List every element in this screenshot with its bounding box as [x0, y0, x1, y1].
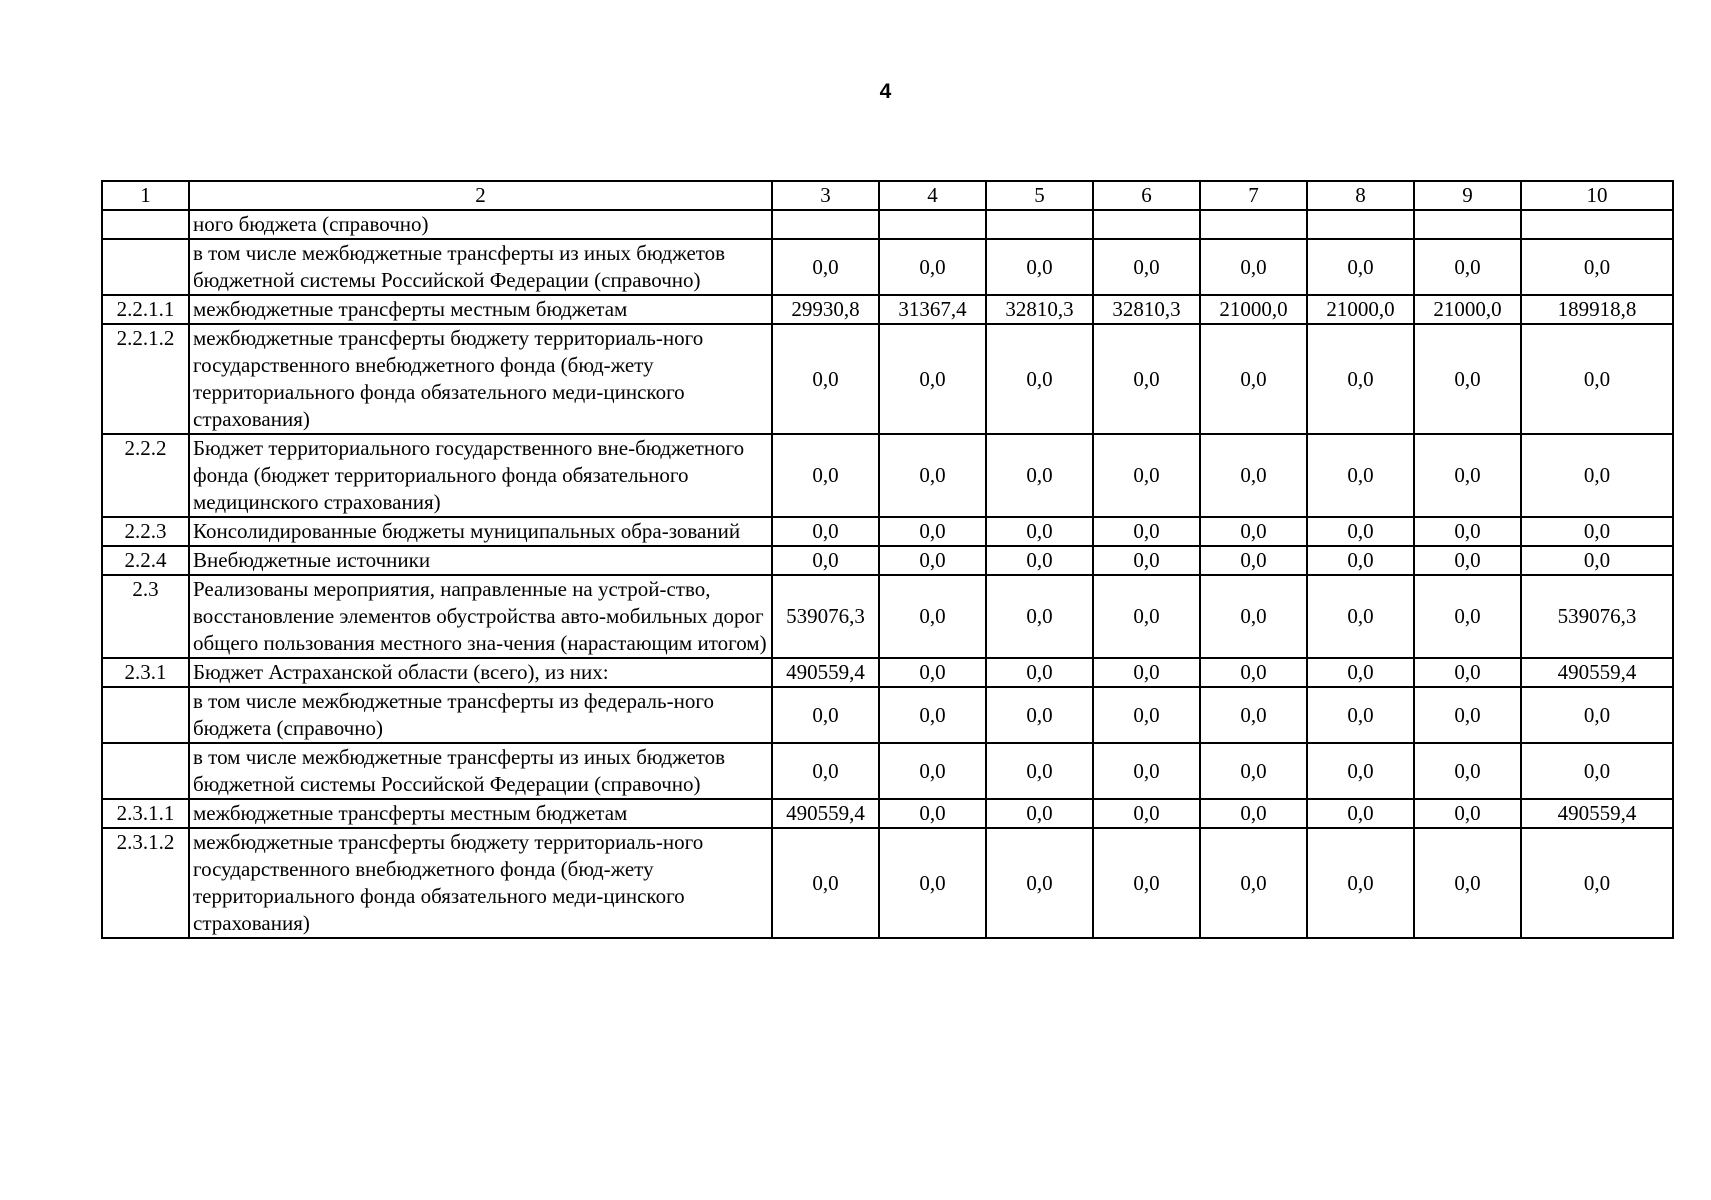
value-cell-col-7: 0,0 [1200, 687, 1307, 743]
value-cell-col-9: 0,0 [1414, 687, 1521, 743]
row-code [102, 239, 189, 295]
value-cell-col-3: 0,0 [772, 434, 879, 517]
row-code: 2.2.2 [102, 434, 189, 517]
header-row [102, 181, 1673, 210]
value-cell-col-5: 0,0 [986, 239, 1093, 295]
value-cell-col-9: 0,0 [1414, 324, 1521, 434]
value-cell-col-5: 0,0 [986, 743, 1093, 799]
header-cell: 2 [189, 181, 772, 210]
value-cell-col-7: 0,0 [1200, 828, 1307, 938]
value-cell-col-3: 0,0 [772, 687, 879, 743]
row-code: 2.2.1.1 [102, 295, 189, 324]
value-cell-col-5: 0,0 [986, 828, 1093, 938]
value-cell-col-9: 0,0 [1414, 546, 1521, 575]
row-description: межбюджетные трансферты местным бюджетам [189, 799, 772, 828]
value-cell-col-8: 0,0 [1307, 575, 1414, 658]
value-cell-col-6: 0,0 [1093, 828, 1200, 938]
table-row [102, 743, 1673, 799]
value-cell-col-9: 0,0 [1414, 743, 1521, 799]
value-cell-col-6: 0,0 [1093, 517, 1200, 546]
value-cell-col-10: 490559,4 [1521, 658, 1673, 687]
value-cell-col-10: 189918,8 [1521, 295, 1673, 324]
value-cell-col-9: 0,0 [1414, 239, 1521, 295]
table-row [102, 295, 1673, 324]
value-cell-col-7 [1200, 210, 1307, 239]
value-cell-col-3: 490559,4 [772, 799, 879, 828]
row-code: 2.2.1.2 [102, 324, 189, 434]
value-cell-col-7: 0,0 [1200, 743, 1307, 799]
value-cell-col-3: 0,0 [772, 743, 879, 799]
value-cell-col-4: 0,0 [879, 828, 986, 938]
value-cell-col-3: 29930,8 [772, 295, 879, 324]
row-code [102, 687, 189, 743]
value-cell-col-6: 0,0 [1093, 575, 1200, 658]
table-row [102, 434, 1673, 517]
value-cell-col-5: 0,0 [986, 799, 1093, 828]
value-cell-col-10: 539076,3 [1521, 575, 1673, 658]
table-row [102, 546, 1673, 575]
value-cell-col-6: 0,0 [1093, 743, 1200, 799]
value-cell-col-5: 0,0 [986, 658, 1093, 687]
value-cell-col-3: 539076,3 [772, 575, 879, 658]
row-description: в том числе межбюджетные трансферты из иных бюджетов бюджетной системы Российской Федерации (справочно) [189, 743, 772, 799]
value-cell-col-9: 0,0 [1414, 658, 1521, 687]
value-cell-col-10: 0,0 [1521, 239, 1673, 295]
value-cell-col-8: 0,0 [1307, 658, 1414, 687]
value-cell-col-10: 0,0 [1521, 828, 1673, 938]
row-description: в том числе межбюджетные трансферты из федераль-ного бюджета (справочно) [189, 687, 772, 743]
table-row [102, 799, 1673, 828]
row-description: Реализованы мероприятия, направленные на устрой-ство, восстановление элементов обустройства авто-мобильных дорог общего пользования местного зна-чения (нарастающим итогом) [189, 575, 772, 658]
value-cell-col-6: 0,0 [1093, 658, 1200, 687]
value-cell-col-8: 0,0 [1307, 434, 1414, 517]
header-cell: 7 [1200, 181, 1307, 210]
table-row [102, 658, 1673, 687]
page-number: 4 [879, 80, 892, 103]
value-cell-col-4: 0,0 [879, 546, 986, 575]
table-row [102, 517, 1673, 546]
header-cell: 4 [879, 181, 986, 210]
value-cell-col-3: 0,0 [772, 517, 879, 546]
row-description: Бюджет Астраханской области (всего), из них: [189, 658, 772, 687]
value-cell-col-4: 0,0 [879, 658, 986, 687]
value-cell-col-5: 0,0 [986, 517, 1093, 546]
value-cell-col-7: 0,0 [1200, 658, 1307, 687]
row-description: Бюджет территориального государственного вне-бюджетного фонда (бюджет территориального фонда обязательного медицинского страхования) [189, 434, 772, 517]
value-cell-col-10: 0,0 [1521, 687, 1673, 743]
value-cell-col-4: 0,0 [879, 799, 986, 828]
row-code: 2.2.3 [102, 517, 189, 546]
header-cell: 9 [1414, 181, 1521, 210]
value-cell-col-8: 0,0 [1307, 546, 1414, 575]
header-cell: 10 [1521, 181, 1673, 210]
value-cell-col-4: 0,0 [879, 743, 986, 799]
value-cell-col-8: 0,0 [1307, 324, 1414, 434]
value-cell-col-3: 0,0 [772, 546, 879, 575]
value-cell-col-7: 0,0 [1200, 517, 1307, 546]
row-description: в том числе межбюджетные трансферты из иных бюджетов бюджетной системы Российской Федерации (справочно) [189, 239, 772, 295]
value-cell-col-5: 32810,3 [986, 295, 1093, 324]
row-code [102, 743, 189, 799]
row-code [102, 210, 189, 239]
header-cell: 8 [1307, 181, 1414, 210]
table-row [102, 828, 1673, 938]
value-cell-col-7: 0,0 [1200, 546, 1307, 575]
value-cell-col-3 [772, 210, 879, 239]
value-cell-col-7: 0,0 [1200, 324, 1307, 434]
row-code: 2.3.1.1 [102, 799, 189, 828]
value-cell-col-5: 0,0 [986, 546, 1093, 575]
value-cell-col-6 [1093, 210, 1200, 239]
row-description: межбюджетные трансферты бюджету территориаль-ного государственного внебюджетного фонда (бюд-жету территориального фонда обязательного меди-цинского страхования) [189, 828, 772, 938]
value-cell-col-3: 490559,4 [772, 658, 879, 687]
header-cell: 6 [1093, 181, 1200, 210]
value-cell-col-10: 0,0 [1521, 743, 1673, 799]
value-cell-col-6: 0,0 [1093, 324, 1200, 434]
value-cell-col-10: 0,0 [1521, 517, 1673, 546]
value-cell-col-5 [986, 210, 1093, 239]
value-cell-col-4: 0,0 [879, 324, 986, 434]
value-cell-col-9: 0,0 [1414, 799, 1521, 828]
row-description: Внебюджетные источники [189, 546, 772, 575]
value-cell-col-4 [879, 210, 986, 239]
value-cell-col-4: 0,0 [879, 434, 986, 517]
value-cell-col-3: 0,0 [772, 324, 879, 434]
value-cell-col-6: 0,0 [1093, 434, 1200, 517]
value-cell-col-6: 0,0 [1093, 687, 1200, 743]
value-cell-col-5: 0,0 [986, 324, 1093, 434]
value-cell-col-6: 0,0 [1093, 546, 1200, 575]
value-cell-col-8: 0,0 [1307, 828, 1414, 938]
table-row [102, 687, 1673, 743]
value-cell-col-4: 0,0 [879, 575, 986, 658]
table-row [102, 575, 1673, 658]
row-code: 2.3.1 [102, 658, 189, 687]
value-cell-col-4: 31367,4 [879, 295, 986, 324]
value-cell-col-8: 0,0 [1307, 239, 1414, 295]
table-row [102, 324, 1673, 434]
value-cell-col-9: 0,0 [1414, 434, 1521, 517]
value-cell-col-8 [1307, 210, 1414, 239]
value-cell-col-9 [1414, 210, 1521, 239]
value-cell-col-6: 0,0 [1093, 799, 1200, 828]
value-cell-col-7: 0,0 [1200, 799, 1307, 828]
table-body [102, 181, 1673, 938]
value-cell-col-9: 0,0 [1414, 828, 1521, 938]
header-cell: 3 [772, 181, 879, 210]
value-cell-col-8: 0,0 [1307, 687, 1414, 743]
value-cell-col-8: 0,0 [1307, 517, 1414, 546]
value-cell-col-4: 0,0 [879, 239, 986, 295]
table-row [102, 210, 1673, 239]
value-cell-col-3: 0,0 [772, 239, 879, 295]
value-cell-col-9: 0,0 [1414, 517, 1521, 546]
value-cell-col-8: 21000,0 [1307, 295, 1414, 324]
value-cell-col-7: 21000,0 [1200, 295, 1307, 324]
budget-table [101, 180, 1674, 939]
value-cell-col-10: 0,0 [1521, 324, 1673, 434]
value-cell-col-10: 0,0 [1521, 434, 1673, 517]
value-cell-col-4: 0,0 [879, 687, 986, 743]
value-cell-col-9: 0,0 [1414, 575, 1521, 658]
value-cell-col-9: 21000,0 [1414, 295, 1521, 324]
row-code: 2.3.1.2 [102, 828, 189, 938]
row-code: 2.2.4 [102, 546, 189, 575]
value-cell-col-7: 0,0 [1200, 434, 1307, 517]
value-cell-col-10 [1521, 210, 1673, 239]
value-cell-col-7: 0,0 [1200, 239, 1307, 295]
header-cell: 5 [986, 181, 1093, 210]
row-description: межбюджетные трансферты местным бюджетам [189, 295, 772, 324]
value-cell-col-4: 0,0 [879, 517, 986, 546]
value-cell-col-10: 0,0 [1521, 546, 1673, 575]
value-cell-col-5: 0,0 [986, 575, 1093, 658]
value-cell-col-6: 0,0 [1093, 239, 1200, 295]
value-cell-col-5: 0,0 [986, 434, 1093, 517]
value-cell-col-10: 490559,4 [1521, 799, 1673, 828]
value-cell-col-6: 32810,3 [1093, 295, 1200, 324]
value-cell-col-5: 0,0 [986, 687, 1093, 743]
row-description: Консолидированные бюджеты муниципальных обра-зований [189, 517, 772, 546]
row-code: 2.3 [102, 575, 189, 658]
value-cell-col-3: 0,0 [772, 828, 879, 938]
value-cell-col-8: 0,0 [1307, 743, 1414, 799]
value-cell-col-8: 0,0 [1307, 799, 1414, 828]
table-row [102, 239, 1673, 295]
header-cell: 1 [102, 181, 189, 210]
row-description: ного бюджета (справочно) [189, 210, 772, 239]
value-cell-col-7: 0,0 [1200, 575, 1307, 658]
row-description: межбюджетные трансферты бюджету территориаль-ного государственного внебюджетного фонда (бюд-жету территориального фонда обязательного меди-цинского страхования) [189, 324, 772, 434]
